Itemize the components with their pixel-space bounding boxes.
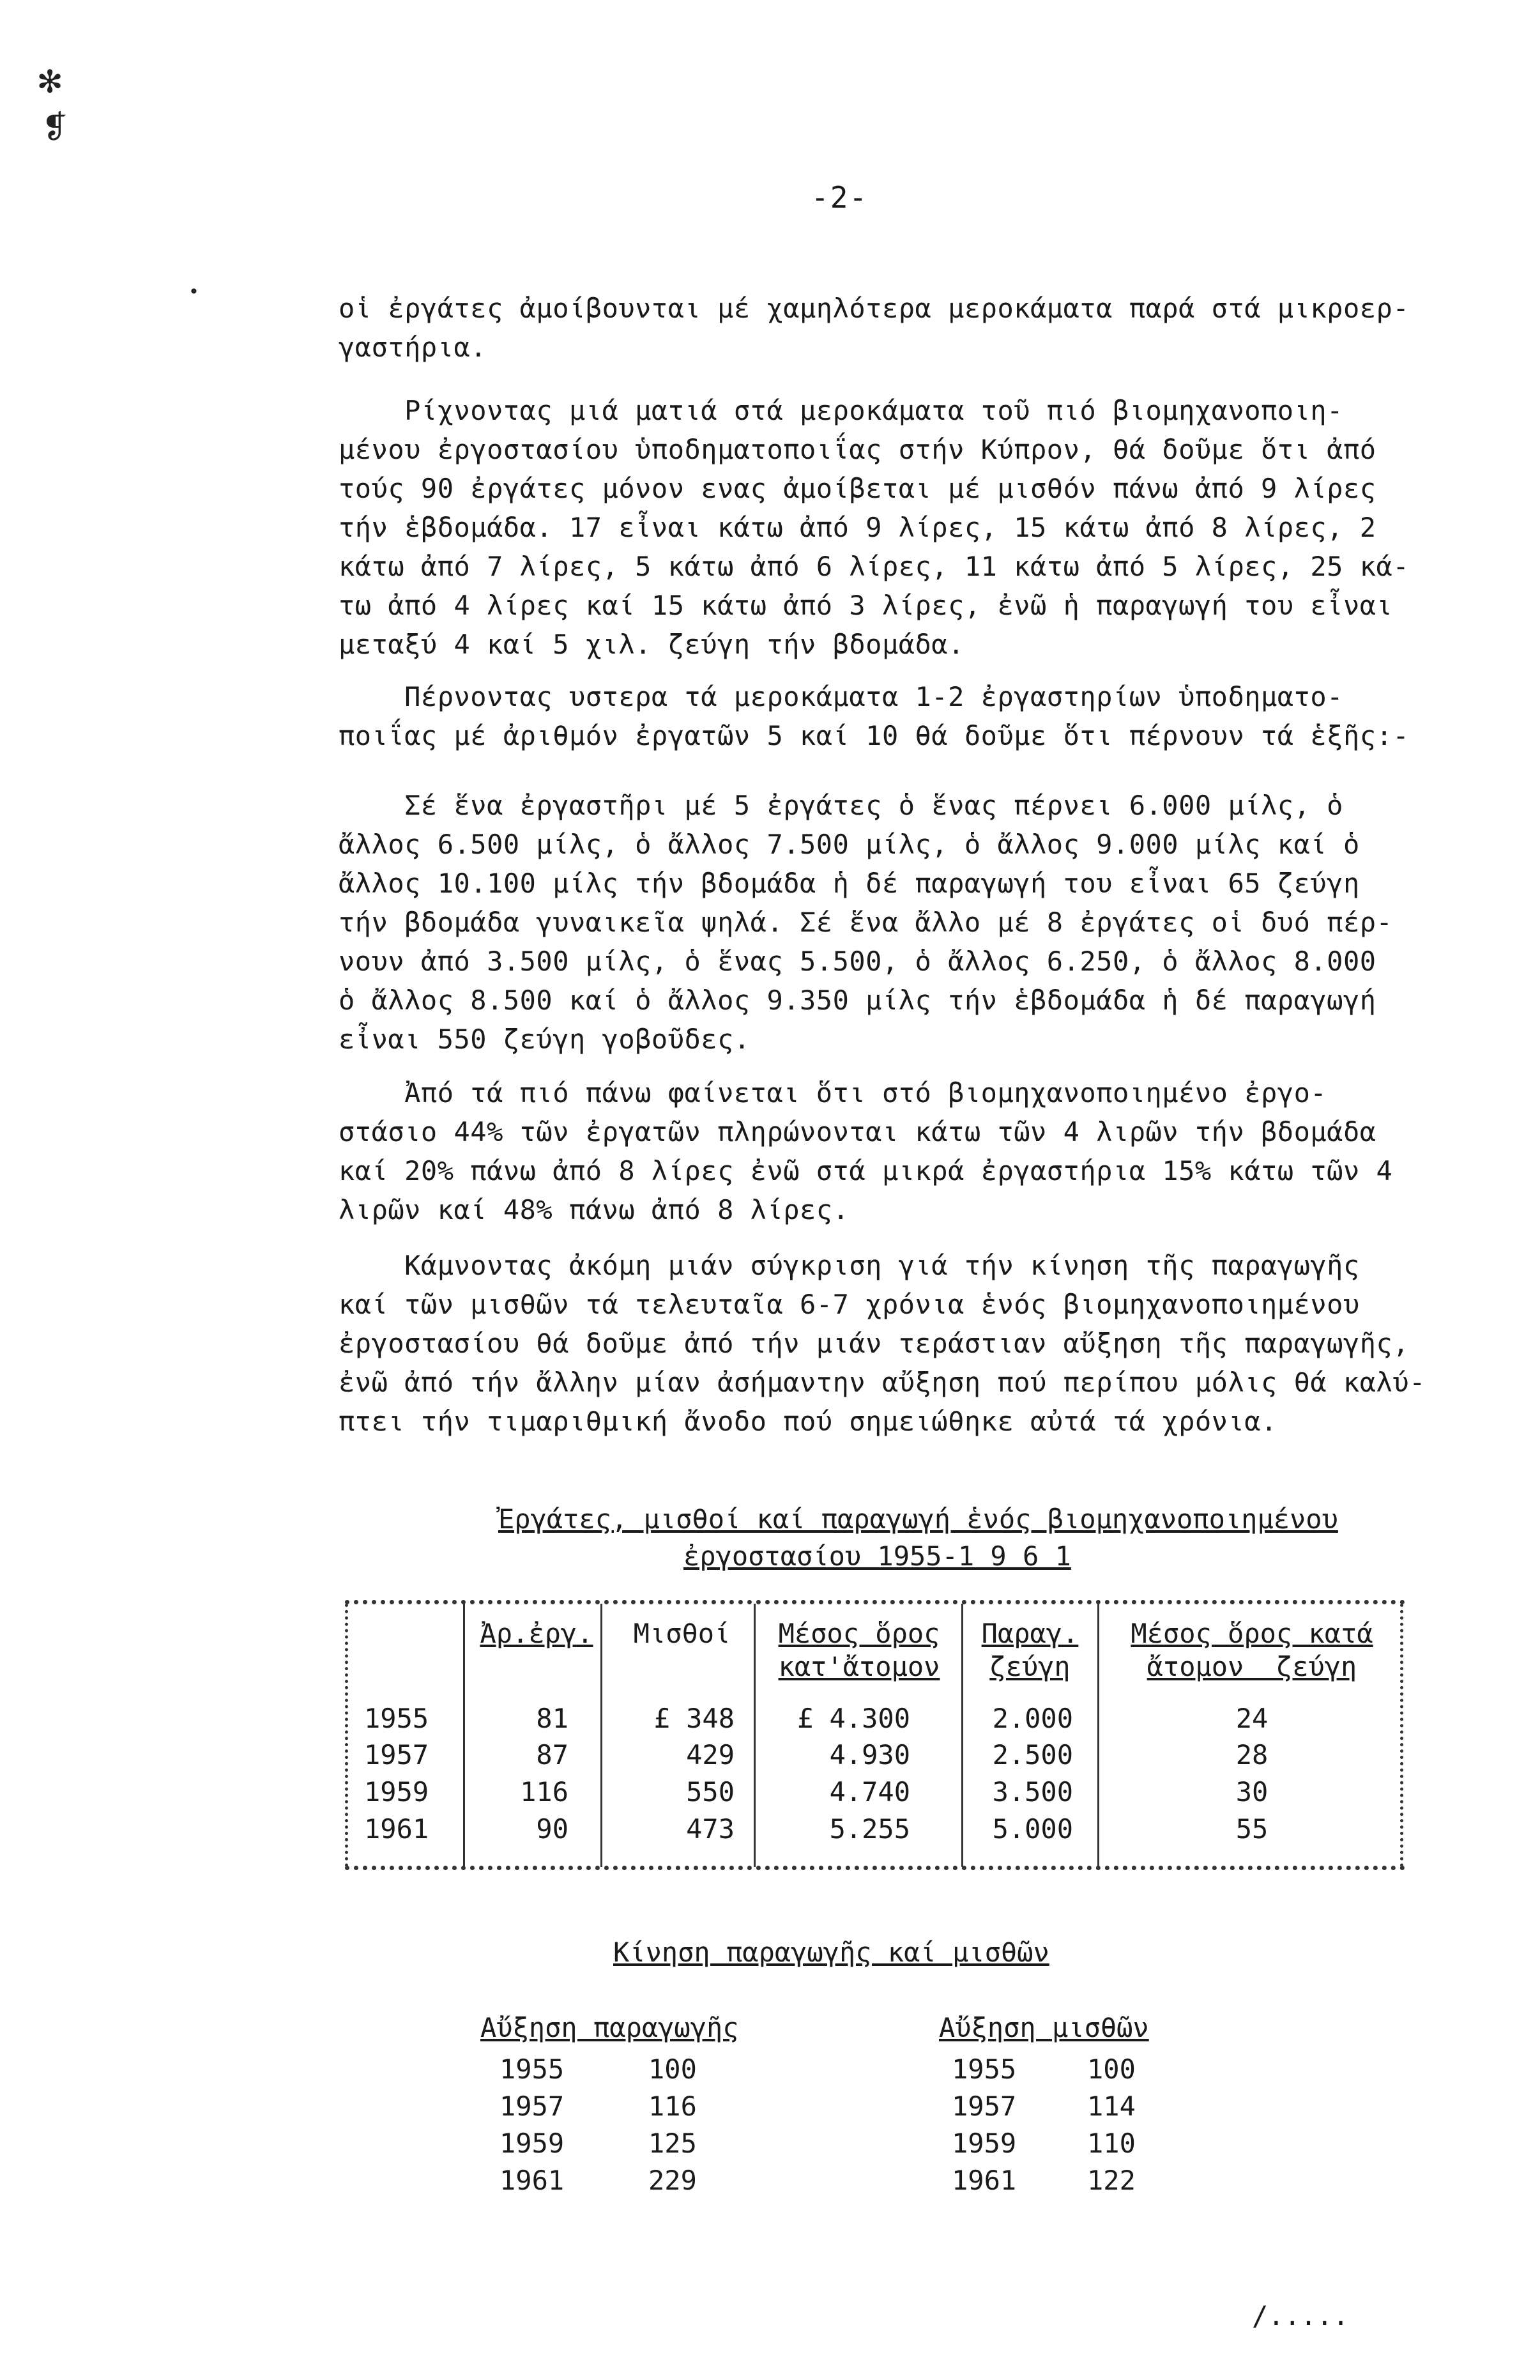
paragraph-3: Πέρνοντας υστερα τά μεροκάματα 1-2 ἐργαστηρίων ὑποδηματο- ποιΐας μέ ἀριθμόν ἐργατῶν 5 καί 10 θά δοῦμε ὅτι πέρνουν τά ἑξῆς:- <box>339 681 1410 751</box>
table1-left-border <box>345 1604 348 1867</box>
paragraph-4: Σέ ἕνα ἐργαστῆρι μέ 5 ἐργάτες ὁ ἕνας πέρνει 6.000 μίλς, ὁ ἄλλος 6.500 μίλς, ὁ ἄλλος 7.500 μίλς, ὁ ἄλλος 9.000 μίλς καί ὁ ἄλλος 10.100 μίλς τήν βδομάδα ἡ δέ παραγωγή του εἶναι 65 ζεύγη τήν βδομάδα γυναικεῖα ψηλά. Σέ ἕνα ἄλλο μέ 8 ἐργάτες οἱ δυό πέρ- νουν ἀπό 3.500 μίλς, ὁ ἕνας 5.500, ὁ ἄλλος 6.250, ὁ ἄλλος 8.000 ὁ ἄλλος 8.500 καί ὁ ἄλλος 9.350 μίλς τήν ἑβδομάδα ἡ δέ παραγωγή εἶναι 550 ζεύγη γοβοῦδες. <box>339 790 1393 1055</box>
table1-cell-wages: 550 <box>686 1776 735 1808</box>
continuation-mark: /..... <box>1252 2300 1349 2331</box>
production-year: 1957 <box>499 2091 565 2122</box>
margin-mark: ❡ <box>45 102 68 147</box>
table1-cell-avg: £ 4.300 <box>797 1703 910 1734</box>
wages-value: 110 <box>1087 2128 1136 2159</box>
table1-cell-workers: 90 <box>536 1813 568 1845</box>
production-year: 1959 <box>499 2128 565 2159</box>
wages-year: 1957 <box>952 2091 1017 2122</box>
table1-cell-avg: 4.740 <box>829 1776 910 1808</box>
wages-year: 1955 <box>952 2054 1017 2085</box>
table1-header-pairs-line2: ἄτομον ζεύγη <box>1147 1651 1357 1682</box>
margin-mark: ✻ <box>38 58 62 102</box>
table1-cell-year: 1957 <box>364 1739 429 1770</box>
table1-cell-pairs: 24 <box>1235 1703 1269 1734</box>
table1-cell-wages: 473 <box>686 1813 735 1845</box>
table1-cell-avg: 4.930 <box>829 1739 910 1770</box>
paragraph-2: Ρίχνοντας μιά ματιά στά μεροκάματα τοῦ πιό βιομηχανοποιη- μένου ἐργοστασίου ὑποδηματοποιΐας στήν Κύπρον, θά δοῦμε ὅτι ἀπό τούς 90 ἐργάτες μόνον ενας ἀμοίβεται μέ μισθόν πάνω ἀπό 9 λίρες τήν ἑβδομάδα. 17 εἶναι κάτω ἀπό 9 λίρες, 15 κάτω ἀπό 8 λίρες, 2 κάτω ἀπό 7 λίρες, 5 κάτω ἀπό 6 λίρες, 11 κάτω ἀπό 5 λίρες, 25 κά- τω ἀπό 4 λίρες καί 15 κάτω ἀπό 3 λίρες, ἐνῶ ἡ παραγωγή του εἶναι μεταξύ 4 καί 5 χιλ. ζεύγη τήν βδομάδα. <box>339 395 1410 660</box>
table1-cell-pairs: 28 <box>1235 1739 1269 1770</box>
paragraph-5: Ἀπό τά πιό πάνω φαίνεται ὅτι στό βιομηχανοποιημένο ἐργο- στάσιο 44% τῶν ἐργατῶν πληρώνονται κάτω τῶν 4 λιρῶν τήν βδομάδα καί 20% πάνω ἀπό 8 λίρες ἐνῶ στά μικρά ἐργαστήρια 15% κάτω τῶν 4 λιρῶν καί 48% πάνω ἀπό 8 λίρες. <box>339 1077 1393 1225</box>
table1-cell-workers: 81 <box>536 1703 568 1734</box>
paragraph-6: Κάμνοντας ἀκόμη μιάν σύγκριση γιά τήν κίνηση τῆς παραγωγῆς καί τῶν μισθῶν τά τελευταῖα 6-7 χρόνια ἑνός βιομηχανοποιημένου ἐργοστασίου θά δοῦμε ἀπό τήν μιάν τεράστιαν αὔξηση τῆς παραγωγῆς, ἐνῶ ἀπό τήν ἄλλην μίαν ἀσήμαντην αὔξηση πού περίπου μόλις θά καλύ- πτει τήν τιμαριθμική ἄνοδο πού σημειώθηκε αὐτά τά χρόνια. <box>339 1250 1426 1437</box>
table1-header-prod-line2: ζεύγη <box>989 1651 1071 1682</box>
table1-cell-prod: 2.000 <box>992 1703 1073 1734</box>
table1-cell-workers: 116 <box>520 1776 568 1808</box>
table1-col-divider <box>1097 1604 1099 1867</box>
production-value: 100 <box>648 2054 697 2085</box>
table1-cell-pairs: 30 <box>1235 1776 1269 1808</box>
table1-cell-prod: 2.500 <box>992 1739 1073 1770</box>
table1-header-avg-line1: Μέσος ὅρος <box>778 1618 940 1649</box>
production-value: 125 <box>648 2128 697 2159</box>
table1-header-avg-line2: κατ'ἄτομον <box>778 1651 940 1682</box>
table1-col-divider <box>463 1604 465 1867</box>
table1-cell-prod: 3.500 <box>992 1776 1073 1808</box>
table2-title: Κίνηση παραγωγῆς καί μισθῶν <box>613 1937 1049 1968</box>
table1-cell-pairs: 55 <box>1235 1813 1269 1845</box>
table1-col-divider <box>961 1604 963 1867</box>
table1-cell-wages: 429 <box>686 1739 735 1770</box>
table1-cell-prod: 5.000 <box>992 1813 1073 1845</box>
table1-cell-avg: 5.255 <box>829 1813 910 1845</box>
table1-cell-wages: £ 348 <box>653 1703 735 1734</box>
wages-value: 114 <box>1087 2091 1136 2122</box>
table1-bottom-border <box>345 1866 1405 1870</box>
wages-year: 1961 <box>952 2165 1017 2196</box>
table1-title-line1: Ἐργάτες, μισθοί καί παραγωγή ἑνός βιομηχανοποιημένου <box>498 1503 1338 1535</box>
table1-header-prod-line1: Παραγ. <box>981 1618 1079 1649</box>
table1-col-divider <box>754 1604 756 1867</box>
production-year: 1961 <box>499 2165 565 2196</box>
table1-cell-year: 1961 <box>364 1813 429 1845</box>
paragraph-1: οἱ ἐργάτες ἀμοίβουνται μέ χαμηλότερα μεροκάματα παρά στά μικροερ- γαστήρια. <box>339 293 1410 363</box>
table1-cell-workers: 87 <box>536 1739 568 1770</box>
table1-header-workers: Ἀρ.ἐργ. <box>480 1618 593 1649</box>
table1-col-divider <box>600 1604 602 1867</box>
wages-value: 122 <box>1087 2165 1136 2196</box>
table1-title-line2: ἐργοστασίου 1955-1 9 6 1 <box>683 1540 1071 1572</box>
wages-list-title: Αὔξηση μισθῶν <box>939 2012 1149 2043</box>
table1-cell-year: 1959 <box>364 1776 429 1808</box>
table1-header-wages: Μισθοί <box>633 1618 731 1649</box>
production-value: 116 <box>648 2091 697 2122</box>
table1-cell-year: 1955 <box>364 1703 429 1734</box>
table1-header-pairs-line1: Μέσος ὅρος κατά <box>1131 1618 1373 1649</box>
production-value: 229 <box>648 2165 697 2196</box>
wages-year: 1959 <box>952 2128 1017 2159</box>
margin-mark: • <box>188 281 199 302</box>
wages-value: 100 <box>1087 2054 1136 2085</box>
table1-top-border <box>345 1600 1405 1604</box>
production-list-title: Αὔξηση παραγωγῆς <box>480 2012 739 2043</box>
production-year: 1955 <box>499 2054 565 2085</box>
page-number: -2- <box>811 180 869 215</box>
